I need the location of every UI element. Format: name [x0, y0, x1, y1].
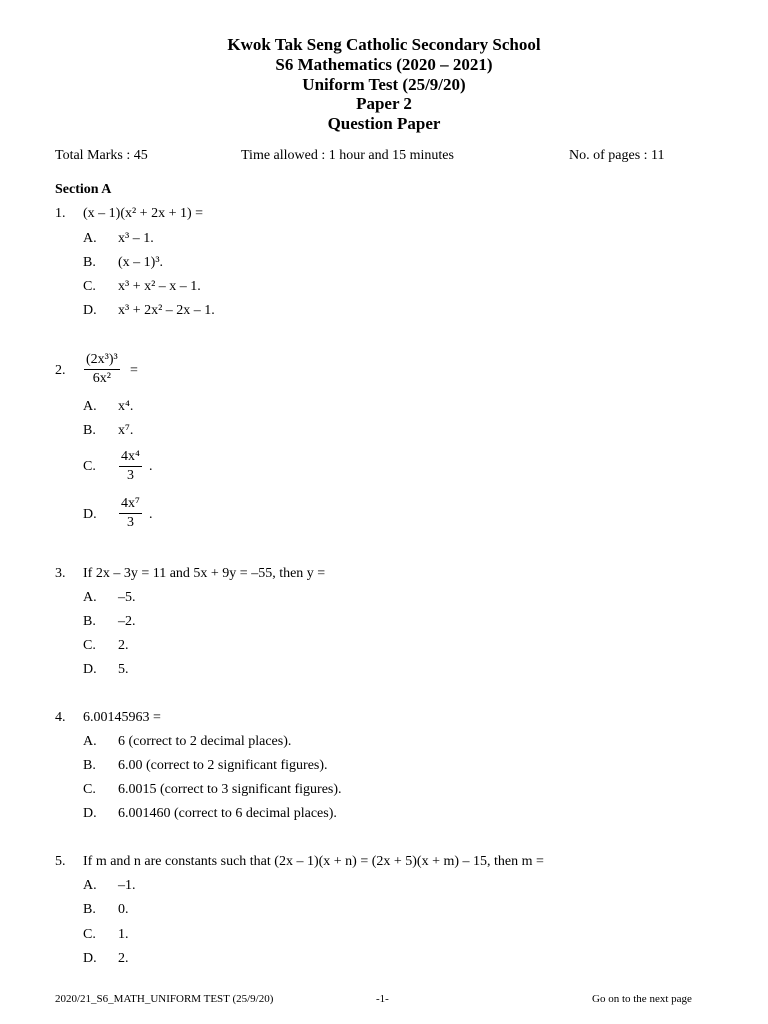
option-label: D. [83, 507, 97, 522]
total-marks: Total Marks : 45 [55, 148, 148, 163]
question-equals: = [130, 363, 138, 378]
fraction-numerator: (2x³)³ [84, 352, 120, 370]
school-name: Kwok Tak Seng Catholic Secondary School [227, 35, 541, 54]
option-text: –5. [118, 590, 136, 605]
option-label: C. [83, 459, 96, 474]
time-allowed: Time allowed : 1 hour and 15 minutes [241, 148, 454, 163]
paper-title: Paper 2 [356, 94, 412, 113]
option-fraction [119, 496, 142, 531]
option-text: 6.001460 (correct to 6 decimal places). [118, 806, 337, 821]
test-title: Uniform Test (25/9/20) [302, 75, 466, 94]
option-label: D. [83, 806, 97, 821]
option-label: D. [83, 662, 97, 677]
question-number: 3. [55, 566, 66, 581]
option-text: (x – 1)³. [118, 255, 164, 270]
option-text: 6.00 (correct to 2 significant figures). [118, 758, 328, 773]
option-label: A. [83, 878, 97, 893]
question-text: 6.00145963 = [83, 710, 161, 725]
option-label: B. [83, 423, 96, 438]
question-number: 1. [55, 206, 66, 221]
option-suffix: . [149, 459, 153, 474]
footer-page-number: -1- [376, 993, 389, 1005]
question-number: 2. [55, 363, 66, 378]
footer-next-page: Go on to the next page [592, 993, 692, 1005]
option-label: C. [83, 279, 96, 294]
option-text: –1. [118, 878, 136, 893]
question-number: 4. [55, 710, 66, 725]
question-fraction [84, 352, 120, 387]
option-text: 6 (correct to 2 decimal places). [118, 734, 292, 749]
option-text: x⁴. [118, 399, 134, 414]
option-text: –2. [118, 614, 136, 629]
option-suffix: . [149, 507, 153, 522]
page-count: No. of pages : 11 [569, 148, 665, 163]
option-label: B. [83, 614, 96, 629]
option-text: 5. [118, 662, 129, 677]
option-text: 1. [118, 927, 129, 942]
question-text: If m and n are constants such that (2x – 1)(x + n) = (2x + 5)(x + m) – 15, then m = [83, 854, 544, 869]
option-text: 6.0015 (correct to 3 significant figures). [118, 782, 342, 797]
fraction-denominator: 3 [126, 468, 134, 483]
fraction-numerator: 4x⁷ [119, 496, 142, 514]
option-label: B. [83, 902, 96, 917]
option-label: A. [83, 231, 97, 246]
option-label: A. [83, 590, 97, 605]
option-text: 0. [118, 902, 129, 917]
option-label: B. [83, 255, 96, 270]
option-label: C. [83, 927, 96, 942]
section-heading: Section A [55, 182, 112, 197]
question-text: If 2x – 3y = 11 and 5x + 9y = –55, then y = [83, 566, 326, 581]
fraction-denominator: 3 [126, 515, 134, 530]
option-text: 2. [118, 951, 129, 966]
question-number: 5. [55, 854, 66, 869]
option-label: A. [83, 399, 97, 414]
footer-code: 2020/21_S6_MATH_UNIFORM TEST (25/9/20) [55, 993, 274, 1005]
option-text: x⁷. [118, 423, 134, 438]
fraction-denominator: 6x² [92, 371, 111, 386]
paper-type: Question Paper [327, 114, 441, 133]
option-label: D. [83, 951, 97, 966]
question-text: (x – 1)(x² + 2x + 1) = [83, 206, 204, 221]
option-text: x³ + x² – x – 1. [118, 279, 201, 294]
option-label: C. [83, 782, 96, 797]
option-label: A. [83, 734, 97, 749]
option-fraction [119, 449, 142, 484]
fraction-numerator: 4x⁴ [119, 449, 142, 467]
option-label: D. [83, 303, 97, 318]
subject-title: S6 Mathematics (2020 – 2021) [275, 55, 493, 74]
option-label: C. [83, 638, 96, 653]
option-text: 2. [118, 638, 129, 653]
option-text: x³ + 2x² – 2x – 1. [118, 303, 215, 318]
option-label: B. [83, 758, 96, 773]
option-text: x³ – 1. [118, 231, 154, 246]
